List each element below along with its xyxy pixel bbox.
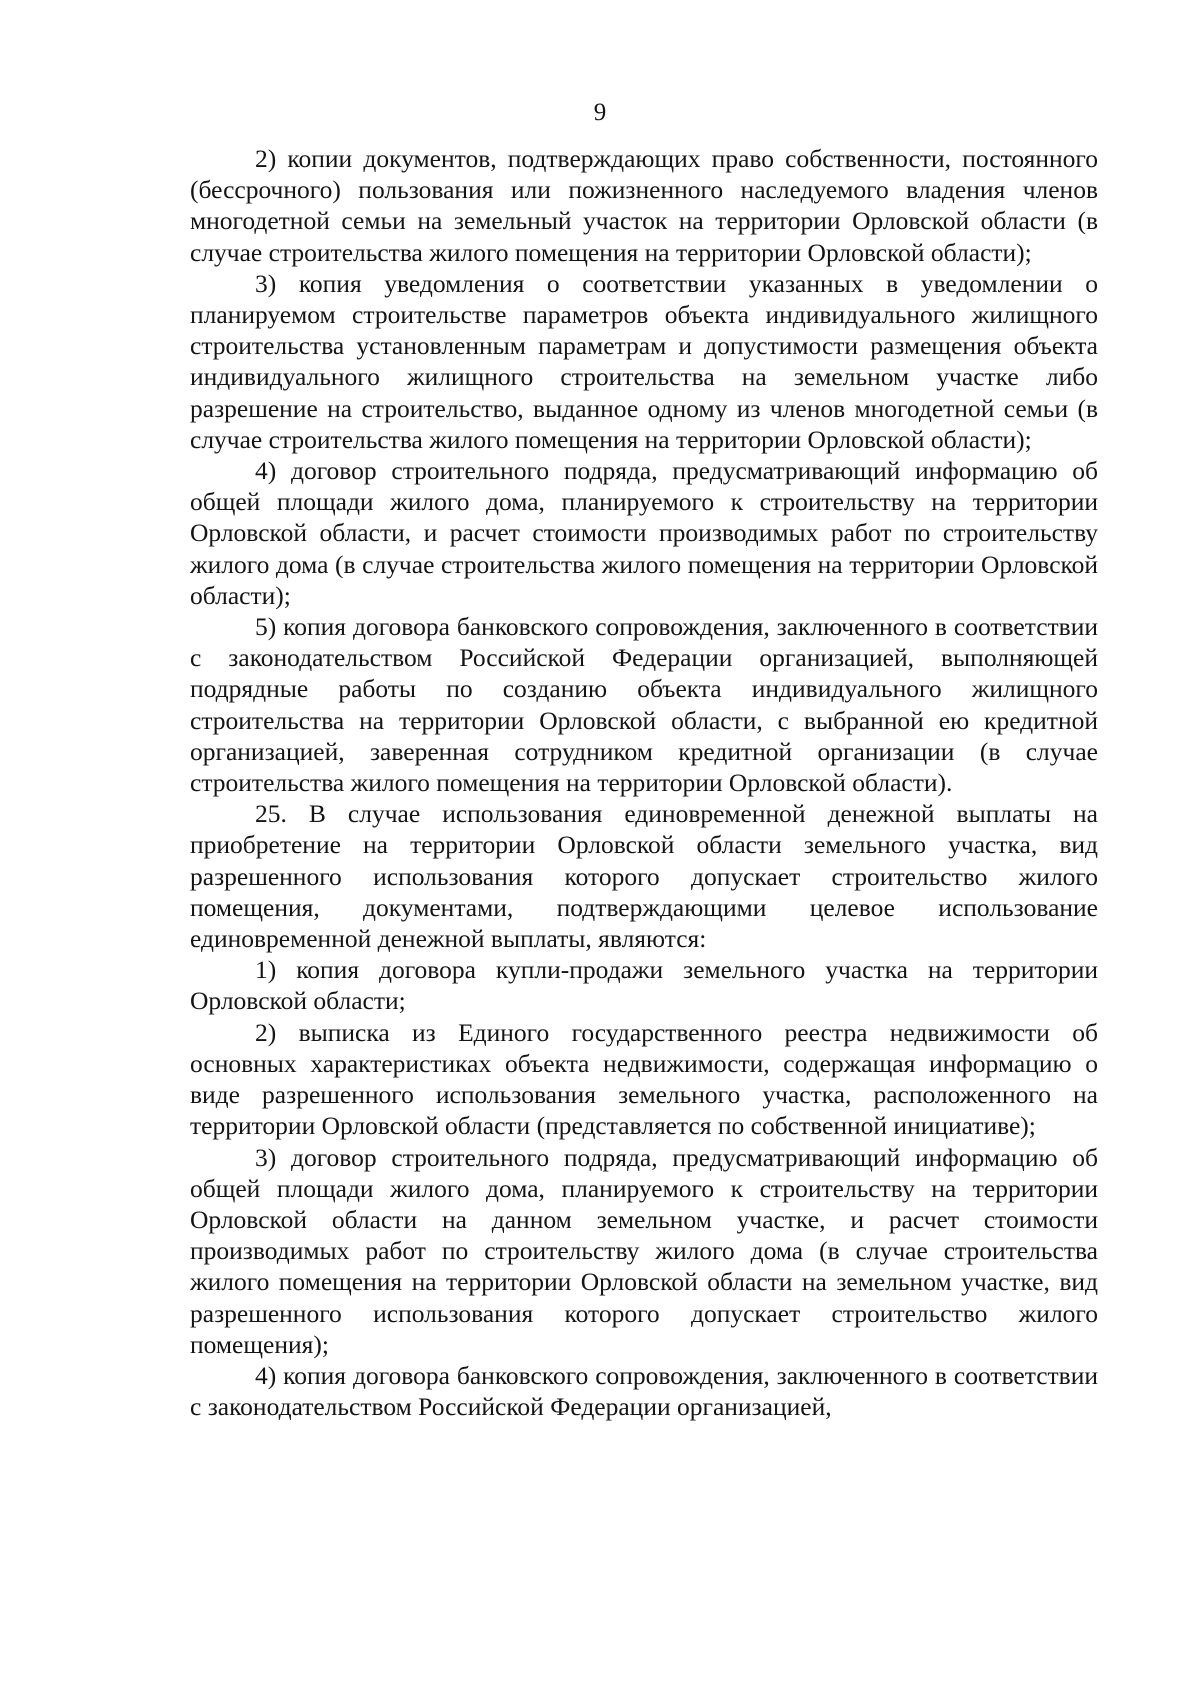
paragraph-clause-25-item-2: 2) выписка из Единого государственного реестра недвижимости об основных характеристиках объекта недвижимости, содержащая информацию о виде разрешенного использования земельного участка, расположенного на территории Орловской области (представляется по собственной инициативе); — [190, 1017, 1098, 1141]
paragraph-item-2-ownership-documents: 2) копии документов, подтверждающих право собственности, постоянного (бессрочного) пользования или пожизненного наследуемого владения членов многодетной семьи на земельный участок на территории Орловской области (в случае строительства жилого помещения на территории Орловской области); — [190, 144, 1098, 267]
paragraph-item-3-construction-notice: 3) копия уведомления о соответствии указанных в уведомлении о планируемом строительстве параметров объекта индивидуального жилищного строительства установленным параметрам и допустимости размещения объекта индивидуального жилищного строительства на земельном участке либо разрешение на строительство, выданное одному из членов многодетной семьи (в случае строительства жилого помещения на территории Орловской области); — [190, 268, 1098, 454]
document-body — [190, 143, 1098, 1422]
paragraph-clause-25-item-3: 3) договор строительного подряда, предусматривающий информацию об общей площади жилого дома, планируемого к строительству на территории Орловской области на данном земельном участке, и расчет стоимости производимых работ по строительству жилого дома (в случае строительства жилого помещения на территории Орловской области на земельном участке, вид разрешенного использования которого допускает строительство жилого помещения); — [190, 1142, 1098, 1359]
paragraph-clause-25: 25. В случае использования единовременной денежной выплаты на приобретение на территории Орловской области земельного участка, вид разрешенного использования которого допускает строительство жилого помещения, документами, подтверждающими целевое использование единовременной денежной выплаты, являются: — [190, 799, 1098, 954]
paragraph-clause-25-item-4: 4) копия договора банковского сопровождения, заключенного в соответствии с законодательством Российской Федерации организацией, — [190, 1360, 1098, 1422]
paragraph-clause-25-item-1: 1) копия договора купли-продажи земельного участка на территории Орловской области; — [190, 955, 1098, 1016]
paragraph-item-4-construction-contract: 4) договор строительного подряда, предусматривающий информацию об общей площади жилого дома, планируемого к строительству на территории Орловской области, и расчет стоимости производимых работ по строительству жилого дома (в случае строительства жилого помещения на территории Орловской области); — [190, 456, 1098, 610]
paragraph-item-5-bank-escort-contract: 5) копия договора банковского сопровождения, заключенного в соответствии с законодательством Российской Федерации организацией, выполняющей подрядные работы по созданию объекта индивидуального жилищного строительства на территории Орловской области, с выбранной ею кредитной организацией, заверенная сотрудником кредитной организации (в случае строительства жилого помещения на территории Орловской области). — [190, 612, 1098, 798]
page-number: 9 — [593, 99, 607, 126]
